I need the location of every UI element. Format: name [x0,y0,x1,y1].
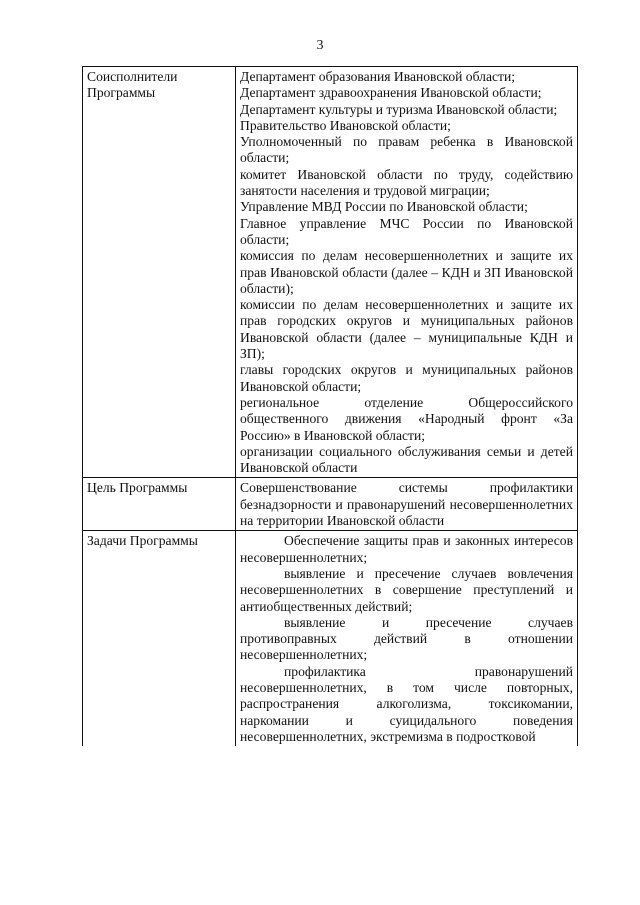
list-item: Правительство Ивановской области; [240,117,451,133]
row-label-tasks: Задачи Программы [83,531,236,746]
list-item: выявление и пресечение случаев вовлечения несовершеннолетних в совершение преступлений и антиобщественных действий; [240,565,573,614]
list-item: выявление и пресечение случаев противоправных действий в отношении несовершеннолетних; [240,614,573,663]
row-content-goal [236,478,578,531]
list-item: комиссия по делам несовершеннолетних и защите их прав Ивановской области (далее – КДН и ЗП Ивановской области); [240,248,573,296]
list-item: профилактика правонарушений несовершеннолетних, в том числе повторных, распространения алкоголизма, токсикомании, наркомании и суицидального поведения несовершеннолетних, экстремизма в подростковой [240,663,573,744]
table-row-goal [83,478,578,531]
table-row-tasks [83,531,578,746]
program-passport-table [82,66,578,746]
list-item: Департамент здравоохранения Ивановской области; [240,85,542,101]
row-content-coexecutors [236,67,578,478]
list-item: Управление МВД России по Ивановской области; [240,199,528,215]
list-item: Уполномоченный по правам ребенка в Ивановской области; [240,134,573,166]
page-number: 3 [316,38,324,53]
list-item: организации социального обслуживания семьи и детей Ивановской области [240,443,573,476]
list-item: региональное отделение Общероссийского общественного движения «Народный фронт «За Россию» в Ивановской области; [240,394,573,443]
list-item: главы городских округов и муниципальных районов Ивановской области; [240,362,573,394]
list-item: Совершенствование системы профилактики безнадзорности и правонарушений несовершеннолетних на территории Ивановской области [240,480,573,529]
table-row-coexecutors [83,67,578,478]
list-item: комитет Ивановской области по труду, содействию занятости населения и трудовой миграции; [240,166,573,199]
list-item: Департамент культуры и туризма Ивановской области; [240,101,558,117]
list-item: Обеспечение защиты прав и законных интересов несовершеннолетних; [240,533,573,565]
list-item: комиссии по делам несовершеннолетних и защите их прав городских округов и муниципальных районов Ивановской области (далее – муниципальные КДН и ЗП); [240,297,573,362]
list-item: Главное управление МЧС России по Ивановской области; [240,215,573,247]
row-label-goal: Цель Программы [83,478,236,531]
list-item: Департамент образования Ивановской области; [240,69,516,84]
row-label-coexecutors: Соисполнители Программы [83,67,236,478]
row-content-tasks [236,531,578,746]
